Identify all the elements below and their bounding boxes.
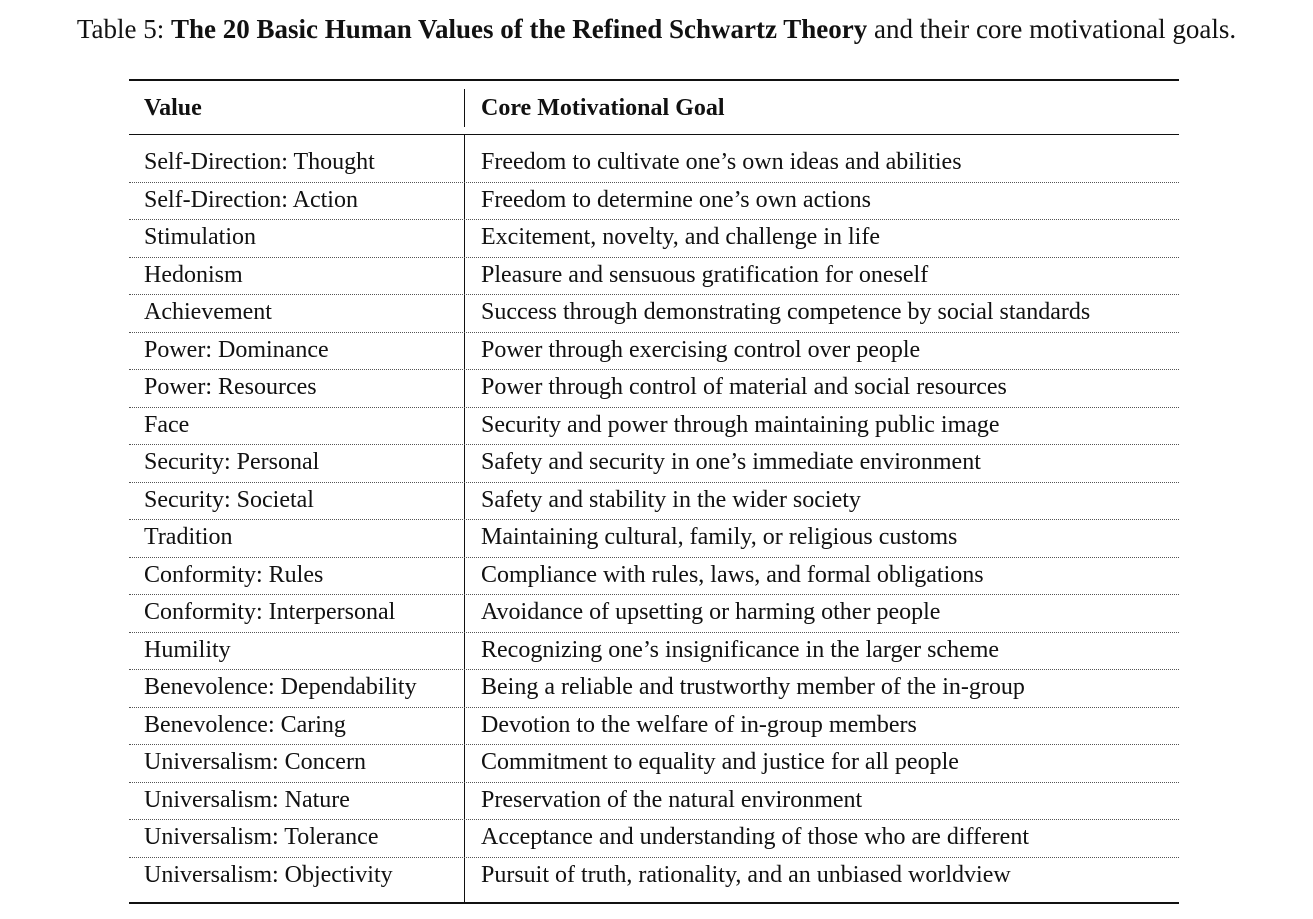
- table-row: [129, 783, 1179, 821]
- table-row: [129, 708, 1179, 746]
- value-cell: Universalism: Objectivity: [129, 858, 465, 896]
- goal-cell: Avoidance of upsetting or harming other people: [481, 599, 941, 625]
- table-row: [129, 820, 1179, 858]
- table-row: [129, 670, 1179, 708]
- value-cell: Benevolence: Caring: [129, 708, 465, 745]
- table-body-spacer: [129, 135, 1179, 145]
- value-cell: Stimulation: [129, 220, 465, 257]
- table-row: [129, 145, 1179, 183]
- table-row: [129, 183, 1179, 221]
- goal-cell: Safety and security in one’s immediate environment: [481, 449, 981, 475]
- table-body: [129, 145, 1179, 895]
- goal-cell: Pleasure and sensuous gratification for oneself: [481, 261, 929, 288]
- value-cell: Universalism: Tolerance: [129, 820, 465, 857]
- value-cell: Power: Dominance: [129, 333, 465, 370]
- table-caption: [0, 12, 1313, 46]
- value-cell: Humility: [129, 633, 465, 670]
- value-cell: Self-Direction: Thought: [129, 145, 465, 182]
- table-row: [129, 858, 1179, 896]
- goal-cell: Safety and stability in the wider society: [481, 486, 861, 513]
- table-row: [129, 333, 1179, 371]
- value-cell: Conformity: Rules: [129, 558, 465, 595]
- goal-cell: Security and power through maintaining public image: [481, 411, 1000, 438]
- spacer-divider: [129, 895, 465, 902]
- goal-cell: Recognizing one’s insignificance in the larger scheme: [481, 636, 1000, 663]
- header-goal: Core Motivational Goal: [481, 94, 725, 121]
- value-cell: Face: [129, 408, 465, 445]
- goal-cell: Freedom to determine one’s own actions: [481, 186, 871, 213]
- caption-suffix: and their core motivational goals.: [867, 14, 1237, 44]
- value-cell: Self-Direction: Action: [129, 183, 465, 220]
- table-row: [129, 595, 1179, 633]
- table-row: [129, 258, 1179, 296]
- table-row: [129, 408, 1179, 446]
- values-table: [129, 79, 1179, 904]
- value-cell: Universalism: Nature: [129, 783, 465, 820]
- goal-cell: Devotion to the welfare of in-group members: [481, 711, 917, 738]
- value-cell: Conformity: Interpersonal: [129, 595, 465, 632]
- goal-cell: Compliance with rules, laws, and formal obligations: [481, 561, 984, 588]
- goal-cell: Success through demonstrating competence by social standards: [481, 299, 1091, 325]
- caption-prefix: Table 5:: [76, 14, 171, 44]
- header-value: Value: [129, 89, 465, 127]
- goal-cell: Acceptance and understanding of those who are different: [481, 824, 1030, 850]
- goal-cell: Excitement, novelty, and challenge in life: [481, 224, 880, 250]
- goal-cell: Pursuit of truth, rationality, and an unbiased worldview: [481, 861, 1011, 888]
- table-row: [129, 520, 1179, 558]
- caption-title: The 20 Basic Human Values of the Refined Schwartz Theory: [170, 14, 868, 44]
- value-cell: Security: Personal: [129, 445, 465, 482]
- goal-cell: Being a reliable and trustworthy member of the in-group: [481, 674, 1025, 700]
- table-row: [129, 745, 1179, 783]
- table-row: [129, 220, 1179, 258]
- table-bottom-rule: [129, 902, 1179, 904]
- value-cell: Benevolence: Dependability: [129, 670, 465, 707]
- value-cell: Power: Resources: [129, 370, 465, 407]
- spacer-divider: [129, 135, 465, 145]
- table-header-row: [129, 81, 1179, 134]
- table-row: [129, 445, 1179, 483]
- value-cell: Achievement: [129, 295, 465, 332]
- value-cell: Hedonism: [129, 258, 465, 295]
- goal-cell: Maintaining cultural, family, or religious customs: [481, 524, 958, 550]
- table-row: [129, 633, 1179, 671]
- table-row: [129, 558, 1179, 596]
- table-row: [129, 295, 1179, 333]
- value-cell: Universalism: Concern: [129, 745, 465, 782]
- goal-cell: Preservation of the natural environment: [481, 786, 863, 813]
- goal-cell: Freedom to cultivate one’s own ideas and abilities: [481, 149, 962, 175]
- goal-cell: Commitment to equality and justice for all people: [481, 749, 959, 775]
- value-cell: Security: Societal: [129, 483, 465, 520]
- goal-cell: Power through exercising control over people: [481, 336, 921, 363]
- table-end-spacer: [129, 895, 1179, 902]
- goal-cell: Power through control of material and social resources: [481, 374, 1007, 400]
- table-row: [129, 483, 1179, 521]
- table-row: [129, 370, 1179, 408]
- value-cell: Tradition: [129, 520, 465, 557]
